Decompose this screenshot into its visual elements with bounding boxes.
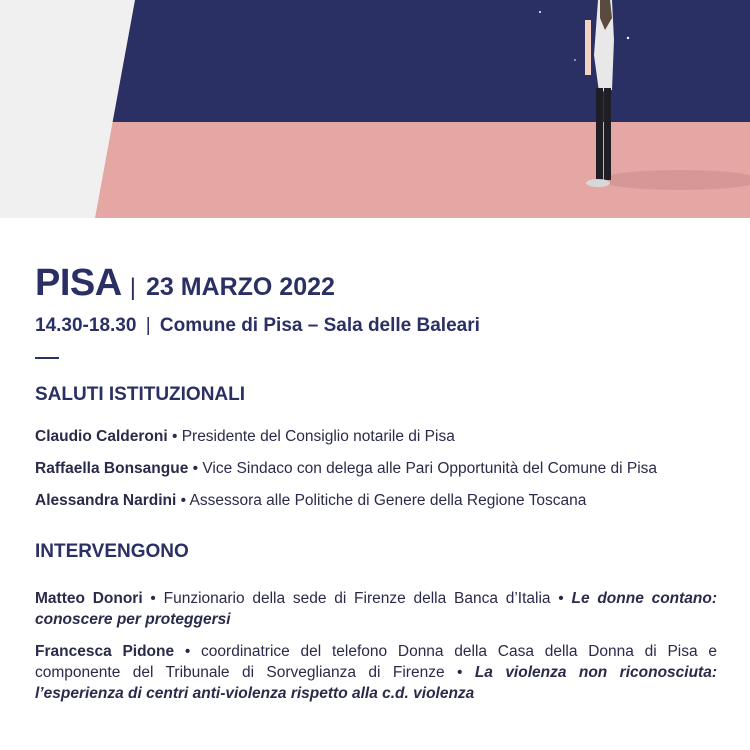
speaker-role: coordinatrice del telefono Donna della Casa della Donna di Pisa e componente del Tribunale di Sorveglianza di Firenze	[35, 643, 717, 681]
speaker-name: Matteo Donori	[35, 590, 143, 607]
speaker-name: Francesca Pidone	[35, 643, 175, 660]
event-date: 23 MARZO 2022	[145, 273, 335, 301]
section-heading-saluti: SALUTI ISTITUZIONALI	[35, 384, 246, 405]
pink-ground	[0, 122, 750, 218]
bullet: •	[171, 428, 178, 445]
event-venue: Comune di Pisa – Sala delle Baleari	[159, 315, 480, 336]
event-program	[35, 262, 717, 704]
bullet: •	[558, 590, 564, 607]
bullet: •	[456, 664, 463, 681]
section-heading-intervengono: INTERVENGONO	[35, 541, 189, 562]
title-separator: |	[129, 274, 136, 301]
speaker-name: Claudio Calderoni	[35, 428, 168, 445]
event-time-venue	[35, 315, 717, 337]
subline-separator: |	[145, 315, 151, 336]
speaker-entry	[35, 641, 717, 704]
speaker-role: Presidente del Consiglio notarile di Pisa	[181, 428, 455, 445]
speaker-name: Raffaella Bonsangue	[35, 460, 189, 477]
city-name: PISA	[35, 262, 122, 304]
speaker-entry	[35, 490, 717, 511]
event-time: 14.30-18.30	[35, 315, 137, 336]
talk-title: La violenza non riconosciuta: l’esperienza di centri anti-violenza rispetto alla c.d. violenza	[35, 664, 717, 702]
speaker-entry	[35, 588, 717, 630]
bullet: •	[192, 460, 199, 477]
speaker-entry	[35, 426, 717, 447]
hero-illustration	[0, 0, 750, 218]
divider-dash	[35, 357, 59, 359]
speaker-role: Vice Sindaco con delega alle Pari Opportunità del Comune di Pisa	[202, 460, 658, 477]
bullet: •	[180, 492, 187, 509]
bullet: •	[150, 590, 156, 607]
talk-title: Le donne contano: conoscere per proteggersi	[35, 590, 718, 628]
hero-image	[0, 0, 750, 218]
event-title	[35, 262, 717, 306]
speaker-role: Funzionario della sede di Firenze della Banca d’Italia	[163, 590, 551, 607]
bullet: •	[184, 643, 191, 660]
speaker-name: Alessandra Nardini	[35, 492, 177, 509]
speaker-role: Assessora alle Politiche di Genere della Regione Toscana	[189, 492, 587, 509]
speaker-entry	[35, 458, 717, 479]
